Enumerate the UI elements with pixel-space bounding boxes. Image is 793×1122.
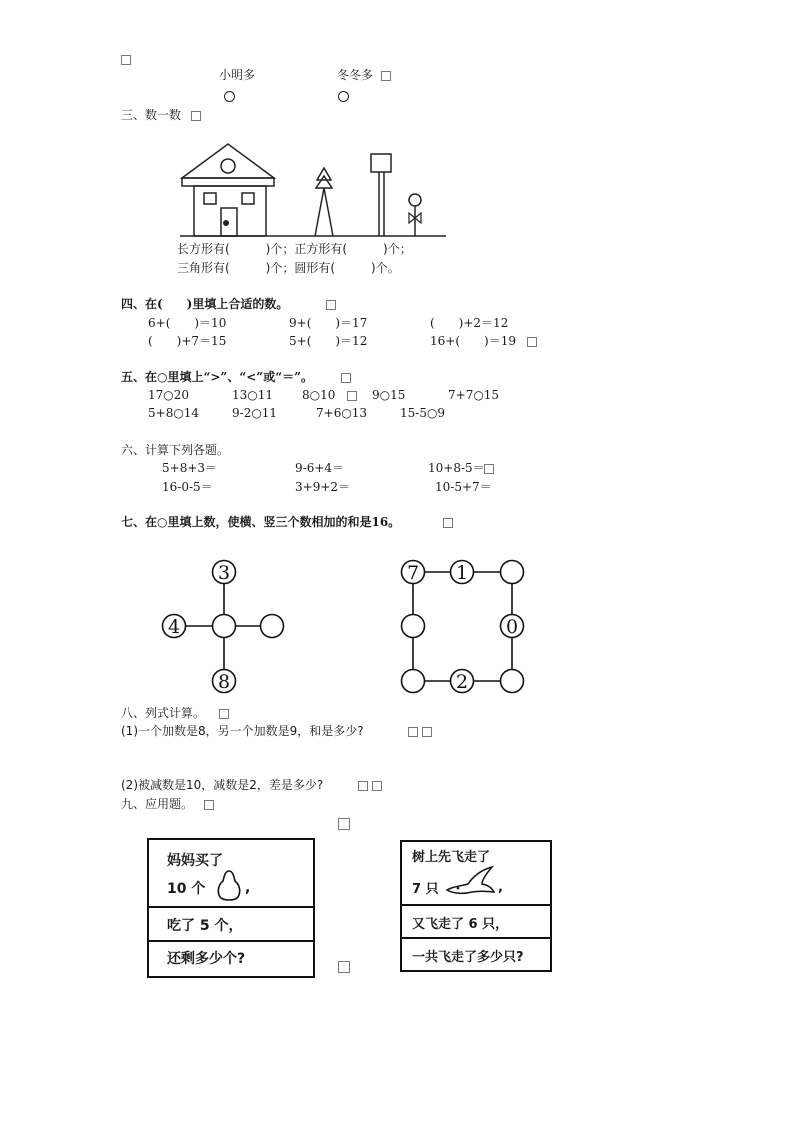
fill-in-item: 6+( )＝10 (148, 316, 227, 330)
placeholder-box (204, 800, 214, 810)
card2-comma: , (498, 880, 503, 895)
cross-bottom-number: 8 (217, 671, 231, 693)
section-5-title: 五、在○里填上“>”、“<”或“＝”。 (121, 370, 313, 384)
placeholder-box (219, 709, 229, 719)
fill-in-item: 9+( )＝17 (289, 316, 368, 330)
question-2: (2)被减数是10，减数是2，差是多少? (121, 778, 324, 792)
compare-item: 8○10 (302, 388, 336, 402)
card1-line3: 吃了 5 个， (167, 918, 243, 934)
placeholder-box (338, 818, 350, 830)
card-divider (402, 904, 550, 906)
bird-icon (444, 864, 496, 898)
cross-top-number: 3 (217, 562, 231, 584)
card2-line2: 7 只 (412, 882, 439, 897)
pear-icon (215, 868, 243, 902)
compare-item: 7+7○15 (448, 388, 500, 402)
option-dongdong: 冬冬多 (337, 68, 374, 82)
square-top-middle-number: 1 (455, 562, 469, 584)
card2-line1: 树上先飞走了 (412, 850, 491, 865)
card2-line4: 一共飞走了多少只? (412, 950, 524, 965)
calc-item: 10+8-5＝ (428, 461, 485, 475)
count-triangle-circle-line: 三角形有( )个；圆形有( )个。 (177, 261, 400, 275)
count-rect-square-line: 长方形有( )个；正方形有( )个； (177, 242, 412, 256)
card1-line4: 还剩多少个? (167, 951, 246, 967)
calc-item: 9-6+4＝ (295, 461, 345, 475)
placeholder-box (358, 781, 368, 791)
calc-item: 3+9+2＝ (295, 480, 351, 494)
option-xiaoming: 小明多 (219, 68, 256, 82)
card1-comma: , (245, 880, 251, 896)
calc-item: 10-5+7＝ (435, 480, 492, 494)
calc-item: 16-0-5＝ (162, 480, 213, 494)
placeholder-box (422, 727, 432, 737)
compare-item: 7+6○13 (316, 406, 368, 420)
cross-circle-right (261, 615, 284, 638)
word-problem-card-2 (400, 840, 552, 972)
card1-line1: 妈妈买了 (167, 853, 223, 869)
compare-item: 15-5○9 (400, 406, 446, 420)
section-4-title: 四、在( )里填上合适的数。 (121, 297, 289, 311)
fill-in-item: ( )+7＝15 (148, 334, 227, 348)
section-6-title: 六、计算下列各题。 (121, 443, 230, 457)
fill-in-item: 5+( )＝12 (289, 334, 368, 348)
placeholder-box (408, 727, 418, 737)
compare-item: 17○20 (148, 388, 190, 402)
cross-left-number: 4 (167, 616, 181, 638)
fill-in-item: 16+( )＝19 (430, 334, 516, 348)
placeholder-box (372, 781, 382, 791)
section-9-title: 九、应用题。 (121, 797, 194, 811)
calc-item: 5+8+3＝ (162, 461, 218, 475)
question-1: (1)一个加数是8，另一个加数是9，和是多少? (121, 724, 364, 738)
square-bottom-middle-number: 2 (455, 671, 469, 693)
card-divider (149, 940, 313, 942)
card-divider (149, 906, 313, 908)
word-problem-card-1 (147, 838, 315, 978)
fill-in-item: ( )+2＝12 (430, 316, 509, 330)
card-divider (402, 937, 550, 939)
compare-item: 9○15 (372, 388, 406, 402)
section-7-title: 七、在○里填上数，使横、竖三个数相加的和是16。 (121, 515, 401, 529)
placeholder-box (338, 961, 350, 973)
compare-item: 9-2○11 (232, 406, 278, 420)
square-top-left-number: 7 (406, 562, 420, 584)
cross-circle-center (213, 615, 236, 638)
section-8-title: 八、列式计算。 (121, 706, 206, 720)
compare-item: 13○11 (232, 388, 274, 402)
card1-line2: 10 个 (167, 881, 206, 897)
compare-item: 5+8○14 (148, 406, 200, 420)
card2-line3: 又飞走了 6 只， (412, 917, 509, 932)
section-3-title: 三、数一数 (121, 108, 182, 122)
square-middle-right-number: 0 (505, 616, 519, 638)
